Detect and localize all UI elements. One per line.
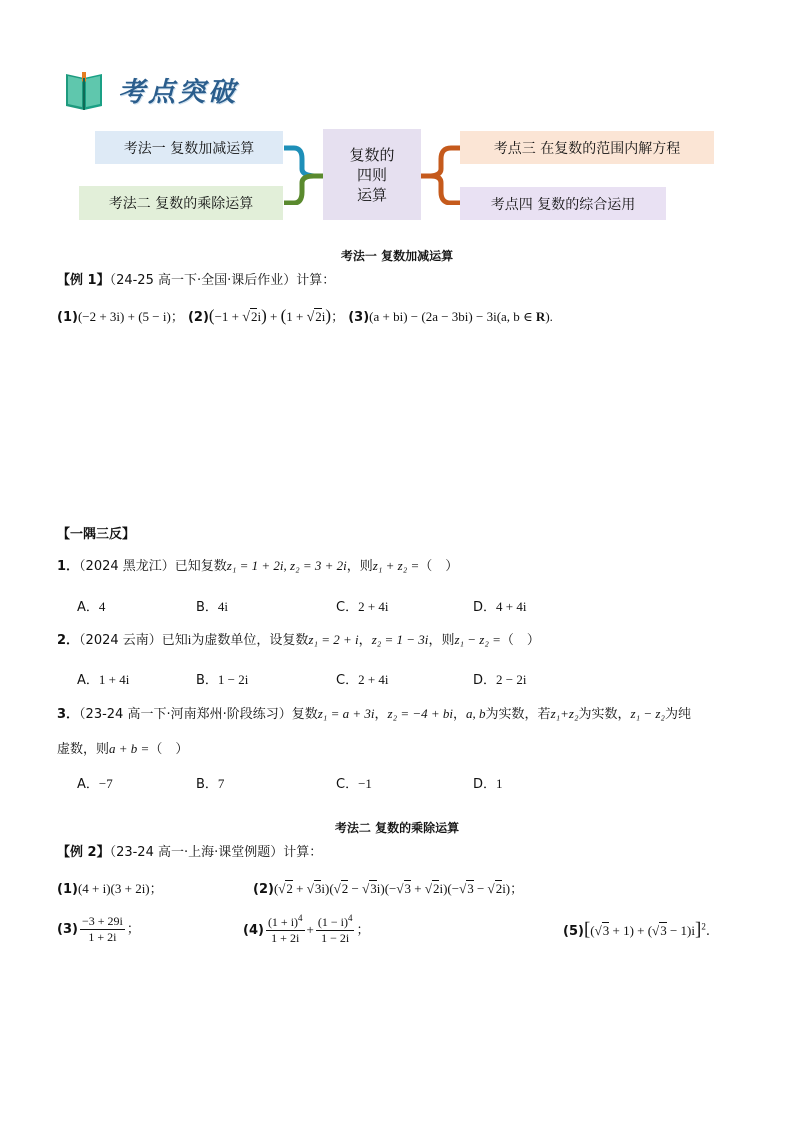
q1-option-c[interactable]: C．2 + 4i bbox=[336, 599, 389, 615]
q3-option-c[interactable]: C．−1 bbox=[336, 776, 372, 792]
q3-option-a[interactable]: A．−7 bbox=[77, 776, 113, 792]
q1-option-b[interactable]: B．4i bbox=[196, 599, 229, 615]
q1-option-a[interactable]: A．4 bbox=[77, 599, 106, 615]
mindmap-right-1 bbox=[460, 131, 714, 164]
q2-option-d[interactable]: D．2 − 2i bbox=[473, 672, 527, 688]
mindmap-right-2 bbox=[460, 187, 666, 220]
example1-sep1: ； bbox=[170, 310, 184, 325]
example1-p1-expr: (−2 + 3i) + (5 − i) bbox=[77, 309, 171, 324]
section1-heading: 考法一 复数加减运算 bbox=[340, 249, 454, 263]
q2-stem: 2．（2024 云南）已知i为虚数单位，设复数z₁ = 2 + i，z₂ = 1 − 3i，则z₁ − z₂ =（ ） bbox=[57, 632, 540, 648]
q1-option-d[interactable]: D．4 + 4i bbox=[473, 599, 527, 615]
example2-p2: (2)(√2 + √3i)(√2 − √3i)(−√3 + √2i)(−√3 − √2i)； bbox=[253, 881, 524, 897]
mindmap-left-2-label: 考法二 复数的乘除运算 bbox=[108, 196, 254, 212]
example2-label: 【例 2】 bbox=[57, 845, 110, 860]
section2-heading: 考法二 复数的乘除运算 bbox=[334, 821, 460, 835]
example2-source: （23-24 高一·上海·课堂例题）计算： bbox=[109, 845, 323, 860]
q3-stem-line2: 虚数，则a + b =（ ） bbox=[57, 741, 189, 757]
example1-p3-label: (3) bbox=[348, 310, 370, 325]
book-icon bbox=[64, 70, 104, 112]
example1-header bbox=[57, 272, 335, 290]
example1-p2-label: (2) bbox=[187, 310, 209, 325]
example2-p4: (4) $\frac{(1 + i)^4}{1 + 2i}$ + $\frac{(1 - i)^4}{1 - 2i}$ ； bbox=[243, 913, 370, 945]
q3-stem: 3．（23-24 高一下·河南郑州·阶段练习）复数z₁ = a + 3i，z₂ = −4 + bi，a, b为实数，若z₁+z₂为实数，z₁ − z₂为纯 bbox=[57, 706, 691, 722]
mindmap-left-1 bbox=[95, 131, 283, 164]
mindmap-left-1-label: 考法一 复数加减运算 bbox=[123, 140, 255, 157]
example1-sep2: ； bbox=[331, 310, 345, 325]
example1-label: 【例 1】 bbox=[57, 273, 110, 288]
mindmap-right-2-label: 考点四 复数的综合运用 bbox=[490, 196, 636, 213]
example1-problems bbox=[57, 307, 553, 327]
example2-header bbox=[57, 844, 322, 862]
example1-p3-expr: (a + bi) − (2a − 3bi) − 3i(a, b ∈ R). bbox=[369, 309, 553, 324]
example1-p1-label: (1) bbox=[57, 310, 78, 325]
practice-label: 【一隅三反】 bbox=[57, 527, 136, 542]
example1-p2-expr: (−1 + √2i) + (1 + √2i) bbox=[208, 306, 332, 325]
mindmap-center-line1: 复数的 bbox=[349, 145, 395, 164]
banner-title: 考点突破 bbox=[118, 77, 238, 108]
mindmap-connector-left bbox=[284, 145, 324, 205]
q3-option-d[interactable]: D．1 bbox=[473, 776, 503, 792]
q2-option-c[interactable]: C．2 + 4i bbox=[336, 672, 389, 688]
example2-p3: (3) $\frac{-3 + 29i}{1 + 2i}$ ； bbox=[57, 914, 140, 944]
q2-option-b[interactable]: B．1 − 2i bbox=[196, 672, 249, 688]
example2-p1: (1)(4 + i)(3 + 2i)； bbox=[57, 881, 163, 897]
q1-stem: 1．（2024 黑龙江）已知复数z₁ = 1 + 2i, z₂ = 3 + 2i，则z₁ + z₂ =（ ） bbox=[57, 558, 459, 574]
mindmap-left-2 bbox=[79, 186, 283, 220]
mindmap-center-line3: 运算 bbox=[356, 185, 387, 204]
mindmap-center-line2: 四则 bbox=[356, 165, 387, 184]
example2-p5: $(5)[(√3 + 1) + (√3 - 1)i]^2$. bbox=[563, 919, 710, 940]
mindmap-connector-right bbox=[421, 145, 461, 205]
q2-option-a[interactable]: A．1 + 4i bbox=[77, 672, 130, 688]
q3-option-b[interactable]: B．7 bbox=[196, 776, 225, 792]
example1-source: （24-25 高一下·全国·课后作业）计算： bbox=[109, 273, 336, 288]
mindmap-center bbox=[323, 129, 421, 220]
mindmap-right-1-label: 考点三 在复数的范围内解方程 bbox=[493, 140, 681, 157]
